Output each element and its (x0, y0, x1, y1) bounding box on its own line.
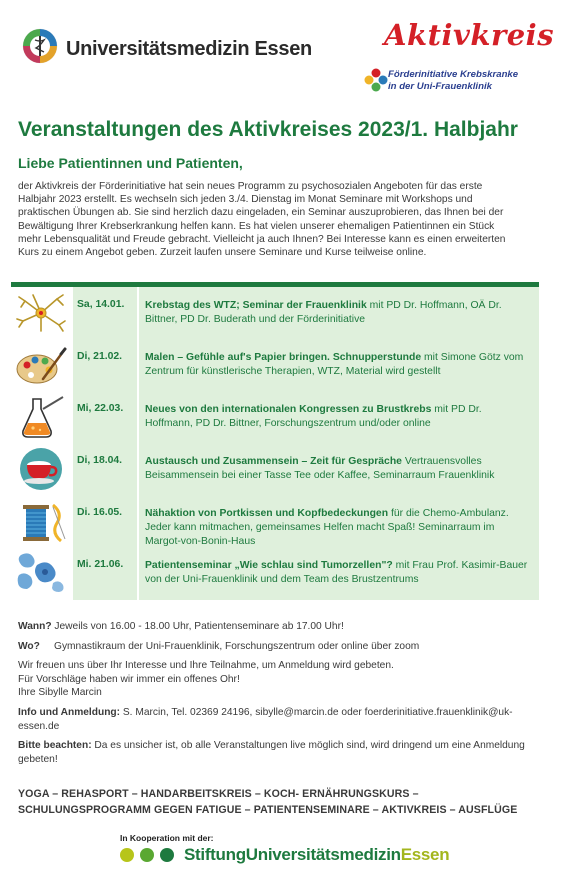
event-description (145, 455, 531, 483)
info-label: Info und Anmeldung: (18, 706, 121, 718)
event-date: Di, 21.02. (77, 351, 123, 362)
event-details: mit Simone Götz vom Zentrum für künstlerische Therapien, WTZ, Material wird gestellt (145, 352, 524, 377)
paint-palette-icon (15, 343, 67, 387)
event-row (11, 547, 539, 599)
event-details: mit PD Dr. Hoffmann, PD Dr. Bittner, Forschungszentrum und/oder online (145, 404, 482, 429)
logo-dot-icon (120, 848, 134, 862)
when-line (18, 620, 548, 634)
event-title: Neues von den internationalen Kongressen zu Brustkrebs (145, 404, 432, 415)
event-date: Di. 16.05. (77, 507, 123, 518)
stiftung-wordmark (184, 845, 449, 865)
event-details: Vertrauensvolles Beisammensein bei einer Tasse Tee oder Kaffee, Seminarraum Frauenklinik (145, 456, 495, 481)
greeting: Liebe Patientinnen und Patienten, (18, 155, 243, 171)
event-title: Malen – Gefühle auf's Papier bringen. Schnupperstunde (145, 352, 422, 363)
event-details: mit PD Dr. Hoffmann, OÄ Dr. Bittner, PD Dr. Buderath und der Förderinitiative (145, 300, 502, 325)
event-title: Nähaktion von Portkissen und Kopfbedeckungen (145, 508, 389, 519)
colored-dots-icon (364, 68, 388, 92)
program-list (18, 786, 558, 818)
event-row (11, 495, 539, 553)
closing-text (18, 659, 548, 700)
event-date: Di, 18.04. (77, 455, 123, 466)
cells-icon (15, 549, 67, 593)
info-text[interactable]: S. Marcin, Tel. 02369 24196, sibylle@marcin.de oder foerderinitiative.frauenklinik@uk-essen.de (18, 706, 513, 732)
event-date: Sa, 14.01. (77, 299, 125, 310)
event-description (145, 507, 531, 549)
event-row (11, 443, 539, 495)
closing-line-2: Für Vorschläge haben wir immer ein offenes Ohr! (18, 673, 240, 685)
program-line-1: YOGA – REHASPORT – HANDARBEITSKREIS – KOCH- ERNÄHRUNGSKURS – (18, 788, 419, 800)
program-line-2: SCHULUNGSPROGRAMM GEGEN FATIGUE – PATIENTENSEMINARE – AKTIVKREIS – AUSFLÜGE (18, 804, 518, 816)
info-line (18, 706, 548, 733)
event-description (145, 299, 531, 327)
event-date: Mi. 21.06. (77, 559, 124, 570)
event-description (145, 403, 531, 431)
events-table (11, 282, 539, 600)
event-description (145, 559, 531, 587)
event-details: mit Frau Prof. Kasimir-Bauer von der Uni-Frauenklinik und dem Team des Brustzentrums (145, 560, 528, 585)
aktivkreis-logo (346, 18, 555, 104)
event-details-section (18, 620, 548, 772)
page-title: Veranstaltungen des Aktivkreises 2023/1. Halbjahr (18, 118, 518, 141)
event-date: Mi, 22.03. (77, 403, 124, 414)
where-line (18, 640, 548, 654)
event-title: Patientenseminar „Wie schlau sind Tumorzellen"? (145, 560, 393, 571)
header (0, 0, 570, 110)
event-row (11, 391, 539, 443)
when-label: Wann? (18, 621, 52, 632)
note-label: Bitte beachten: (18, 740, 92, 752)
closing-line-1: Wir freuen uns über Ihr Interesse und Ihre Teilnahme, um Anmeldung wird gebeten. (18, 660, 394, 672)
note-line (18, 739, 548, 766)
intro-paragraph: der Aktivkreis der Förderinitiative hat sein neues Programm zu psychosozialen Angeboten für das erste Halbjahr 2023 erstellt. Es wechseln sich jeden 3./4. Dienstag im Monat Seminare mit Workshops und praktischen Übungen ab. Sie sind herzlich dazu eingeladen, ein Seminar auszuprobieren, das Ihnen bei der Bewältigung Ihrer Krebserkrankung helfen kann. Es hat vielen unserer ehemaligen Patientinnen ein Stück mehr Lebensqualität und Freude gebracht. Vielleicht ja auch Ihnen? Bei Interesse kann es einen erweiterten Kurs zu einem Angebot geben. Zurzeit laufen unsere Seminare und Kurse teilweise online. (18, 181, 506, 259)
when-text: Jeweils von 16.00 - 18.00 Uhr, Patientenseminare ab 17.00 Uhr! (51, 621, 344, 632)
logo-dot-icon (140, 848, 154, 862)
aktivkreis-subtitle-2: in der Uni-Frauenklinik (388, 81, 492, 92)
university-name: Universitätsmedizin Essen (66, 38, 312, 60)
neuron-icon (15, 291, 67, 335)
lab-flask-icon (15, 395, 67, 439)
note-text: Da es unsicher ist, ob alle Veranstaltungen live möglich sind, wird dringend um eine Anmeldung gebeten! (18, 740, 525, 765)
teacup-icon (15, 447, 67, 491)
event-description (145, 351, 531, 379)
stiftung-name: StiftungUniversitätsmedizin (184, 845, 401, 864)
where-label: Wo? (18, 640, 40, 652)
where-text: Gymnastikraum der Uni-Frauenklinik, Forschungszentrum oder online über zoom (39, 640, 420, 652)
cooperation-label: In Kooperation mit der: (120, 833, 214, 843)
university-logo-icon (22, 28, 58, 64)
event-title: Austausch und Zusammensein – Zeit für Gespräche (145, 456, 402, 467)
event-title: Krebstag des WTZ; Seminar der Frauenklinik (145, 300, 367, 311)
logo-dot-icon (160, 848, 174, 862)
signature: Ihre Sibylle Marcin (18, 687, 102, 699)
event-details: für die Chemo-Ambulanz. Jeder kann mitmachen, gemeinsames Helfen macht Spaß! Seminarraum im Margot-von-Bonin-Haus (145, 508, 509, 547)
aktivkreis-wordmark: Aktivkreis (384, 18, 555, 52)
event-row (11, 287, 539, 339)
thread-spool-icon (15, 501, 67, 545)
event-row (11, 339, 539, 391)
stiftung-city: Essen (400, 845, 450, 864)
aktivkreis-subtitle-1: Förderinitiative Krebskranke (388, 69, 519, 80)
